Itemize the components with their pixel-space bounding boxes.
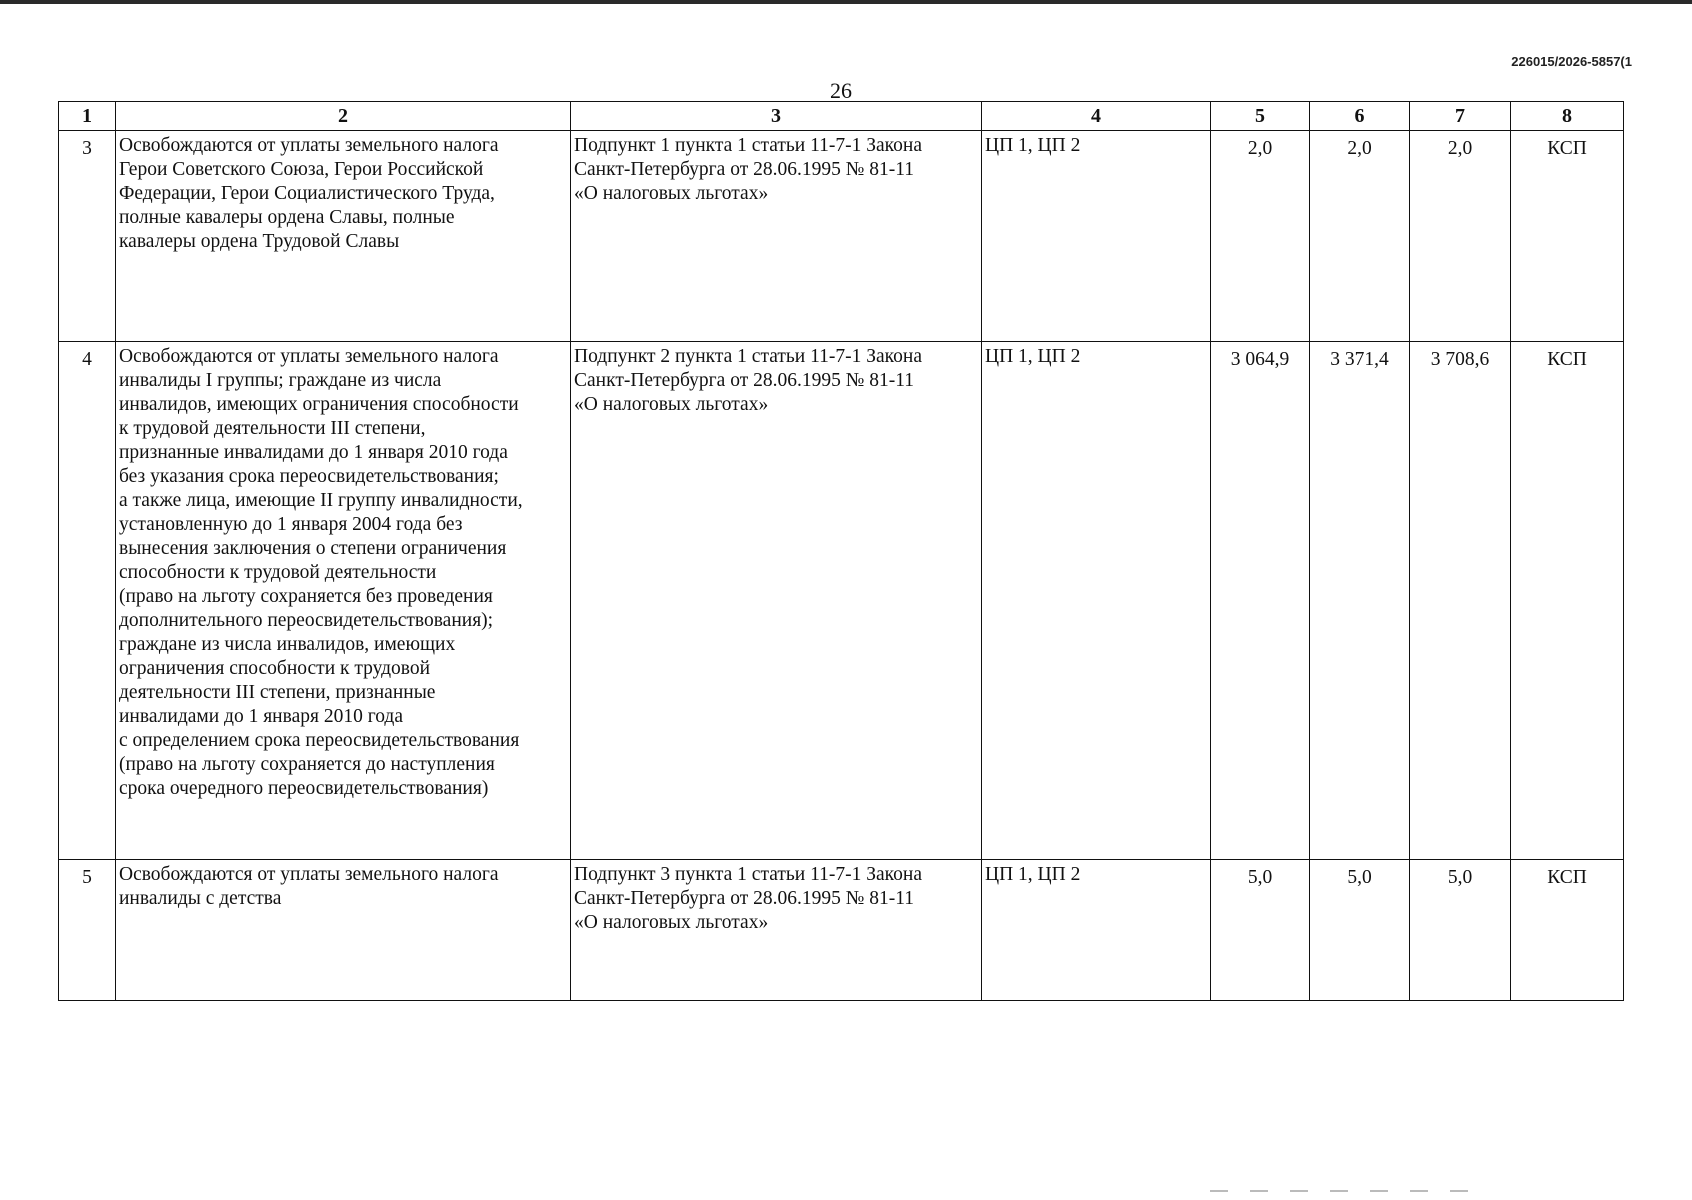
curator: КСП: [1511, 131, 1624, 342]
basis-line: Подпункт 1 пункта 1 статьи 11-7-1 Закона: [574, 135, 922, 156]
document-id: 226015/2026-5857(1: [1511, 54, 1632, 69]
column-header: 3: [571, 102, 982, 131]
basis-line: «О налоговых льготах»: [574, 183, 769, 204]
legal-basis: [571, 342, 982, 860]
description-line: полные кавалеры ордена Славы, полные: [119, 207, 455, 228]
description-line: признанные инвалидами до 1 января 2010 года: [119, 442, 508, 463]
description-line: Герои Советского Союза, Герои Российской: [119, 159, 484, 180]
description-line: срока очередного переосвидетельствования): [119, 778, 489, 799]
description-line: кавалеры ордена Трудовой Славы: [119, 231, 400, 252]
row-number: 4: [59, 342, 116, 860]
description-line: к трудовой деятельности III степени,: [119, 418, 426, 439]
column-header: 4: [982, 102, 1211, 131]
description-line: Федерации, Герои Социалистического Труда,: [119, 183, 495, 204]
table-row: [59, 860, 1624, 1001]
description-line: способности к трудовой деятельности: [119, 562, 437, 583]
scan-footer-artifact: [1210, 1190, 1490, 1192]
page-number: 26: [830, 78, 852, 103]
description-line: деятельности III степени, признанные: [119, 682, 436, 703]
column-header: 6: [1310, 102, 1410, 131]
target-programs: ЦП 1, ЦП 2: [982, 342, 1211, 860]
column-header: 2: [116, 102, 571, 131]
description-line: (право на льготу сохраняется без проведения: [119, 586, 493, 607]
legal-basis: [571, 860, 982, 1001]
basis-line: «О налоговых льготах»: [574, 912, 769, 933]
benefit-description: [116, 131, 571, 342]
description-line: вынесения заключения о степени ограничения: [119, 538, 507, 559]
column-header: 1: [59, 102, 116, 131]
table-header-row: [59, 102, 1624, 131]
column-header: 8: [1511, 102, 1624, 131]
benefit-description: [116, 342, 571, 860]
scan-top-edge: [0, 0, 1692, 4]
benefit-description: [116, 860, 571, 1001]
description-line: инвалидами до 1 января 2010 года: [119, 706, 403, 727]
row-number: 3: [59, 131, 116, 342]
basis-line: Санкт-Петербурга от 28.06.1995 № 81-11: [574, 159, 914, 180]
description-line: а также лица, имеющие II группу инвалидности,: [119, 490, 523, 511]
column-header: 5: [1211, 102, 1310, 131]
value-col-5: 2,0: [1211, 131, 1310, 342]
description-line: Освобождаются от уплаты земельного налога: [119, 135, 499, 156]
description-line: дополнительного переосвидетельствования);: [119, 610, 494, 631]
row-number: 5: [59, 860, 116, 1001]
value-col-6: 5,0: [1310, 860, 1410, 1001]
description-line: (право на льготу сохраняется до наступления: [119, 754, 495, 775]
description-line: установленную до 1 января 2004 года без: [119, 514, 463, 535]
description-line: ограничения способности к трудовой: [119, 658, 431, 679]
value-col-7: 5,0: [1410, 860, 1511, 1001]
basis-line: Подпункт 2 пункта 1 статьи 11-7-1 Закона: [574, 346, 922, 367]
description-line: без указания срока переосвидетельствования;: [119, 466, 499, 487]
legal-basis: [571, 131, 982, 342]
basis-line: Подпункт 3 пункта 1 статьи 11-7-1 Закона: [574, 864, 922, 885]
value-col-5: 3 064,9: [1211, 342, 1310, 860]
description-line: инвалиды I группы; граждане из числа: [119, 370, 442, 391]
value-col-5: 5,0: [1211, 860, 1310, 1001]
table-row: [59, 342, 1624, 860]
table-row: [59, 131, 1624, 342]
value-col-7: 3 708,6: [1410, 342, 1511, 860]
value-col-7: 2,0: [1410, 131, 1511, 342]
description-line: Освобождаются от уплаты земельного налога: [119, 864, 499, 885]
value-col-6: 2,0: [1310, 131, 1410, 342]
target-programs: ЦП 1, ЦП 2: [982, 860, 1211, 1001]
description-line: граждане из числа инвалидов, имеющих: [119, 634, 456, 655]
description-line: инвалидов, имеющих ограничения способности: [119, 394, 519, 415]
description-line: с определением срока переосвидетельствования: [119, 730, 520, 751]
value-col-6: 3 371,4: [1310, 342, 1410, 860]
basis-line: Санкт-Петербурга от 28.06.1995 № 81-11: [574, 888, 914, 909]
description-line: Освобождаются от уплаты земельного налога: [119, 346, 499, 367]
benefits-table: [58, 101, 1624, 1001]
basis-line: «О налоговых льготах»: [574, 394, 769, 415]
description-line: инвалиды с детства: [119, 888, 282, 909]
column-header: 7: [1410, 102, 1511, 131]
curator: КСП: [1511, 860, 1624, 1001]
curator: КСП: [1511, 342, 1624, 860]
basis-line: Санкт-Петербурга от 28.06.1995 № 81-11: [574, 370, 914, 391]
target-programs: ЦП 1, ЦП 2: [982, 131, 1211, 342]
